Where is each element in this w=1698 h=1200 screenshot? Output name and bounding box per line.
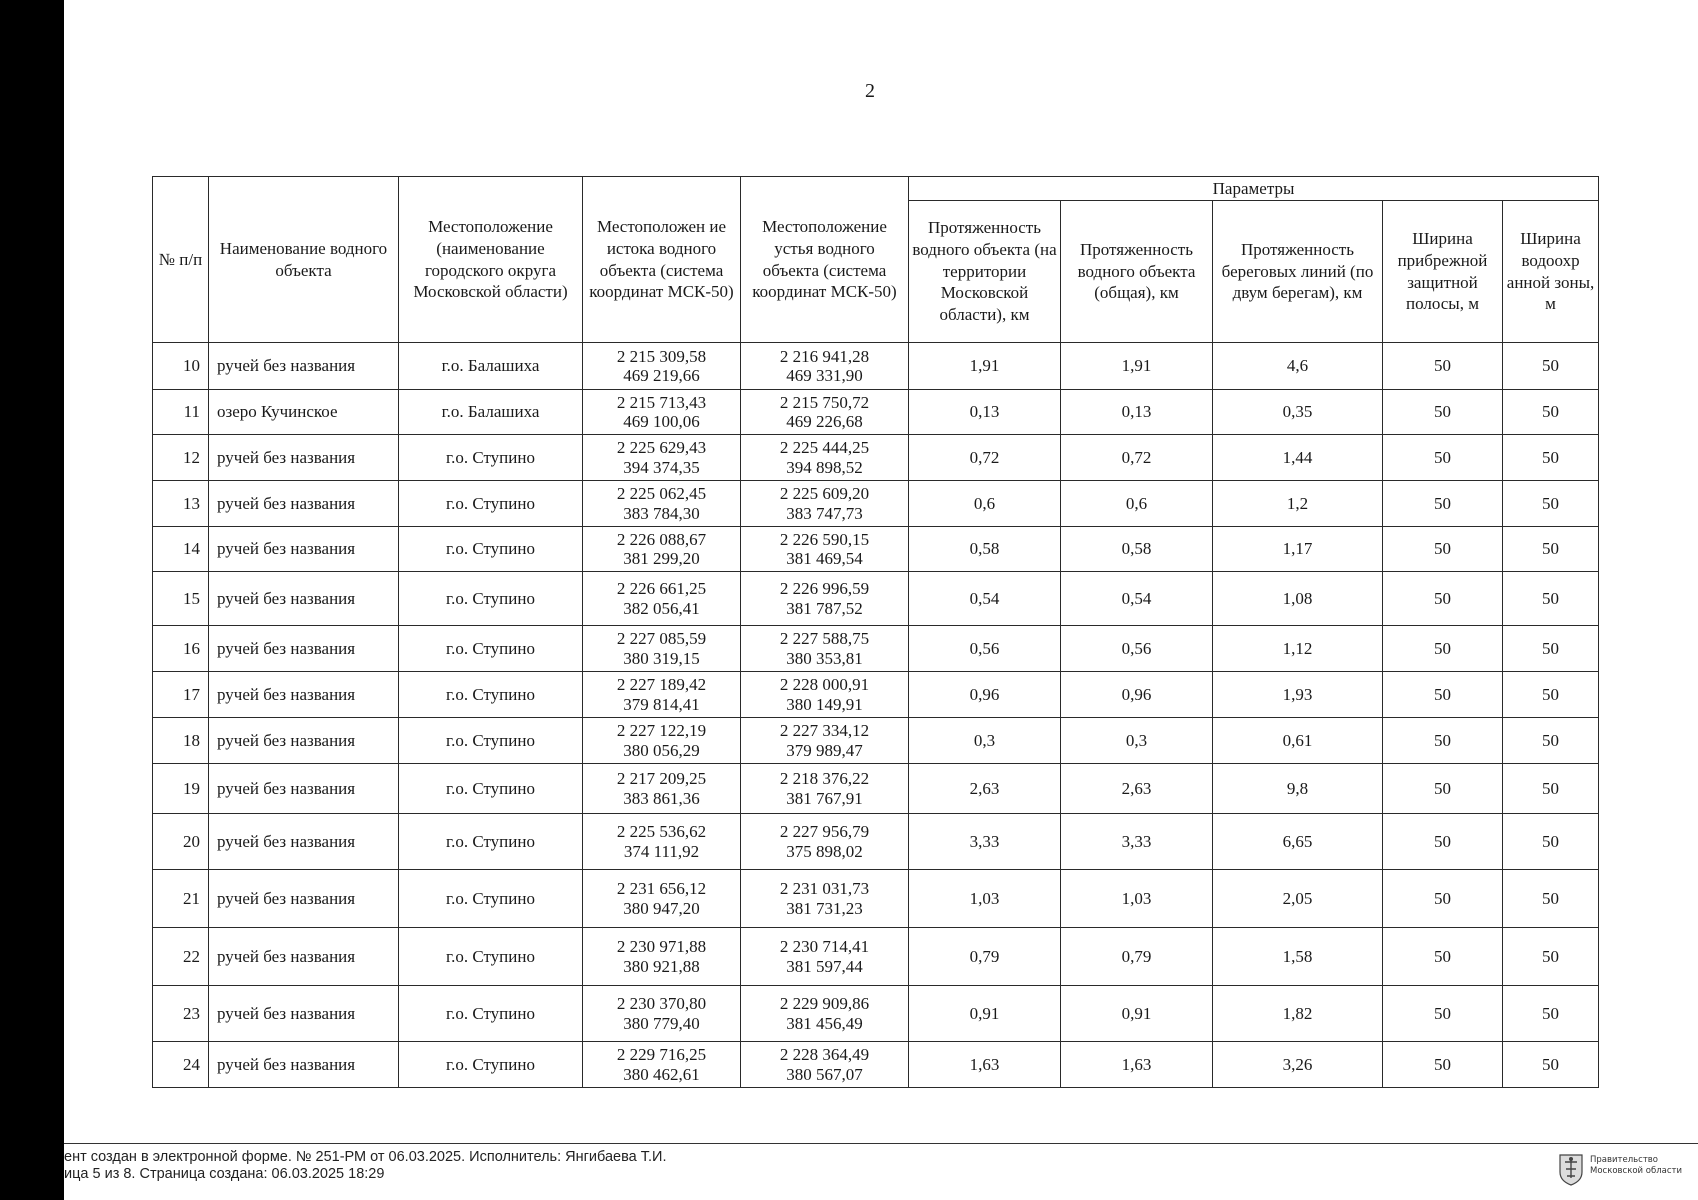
object-name-cell: ручей без названия [209,527,399,572]
coastal-strip-cell: 50 [1383,986,1503,1042]
source-coords-cell [583,572,741,626]
mouth-coords-cell [741,527,909,572]
mouth-coord-x: 2 229 909,86 [779,994,870,1014]
mouth-coord-x: 2 230 714,41 [779,937,870,957]
shoreline-cell: 2,05 [1213,870,1383,928]
mouth-coord-y: 381 597,44 [786,956,863,976]
row-number-cell: 21 [153,870,209,928]
length-region-cell: 0,6 [909,481,1061,527]
header-params: Параметры [909,177,1599,201]
length-region-cell: 0,56 [909,626,1061,672]
mouth-coord-y: 469 226,68 [786,412,863,431]
location-cell: г.о. Балашиха [399,390,583,435]
coastal-strip-cell: 50 [1383,435,1503,481]
shoreline-cell: 1,44 [1213,435,1383,481]
source-coord-x: 2 215 713,43 [616,392,707,412]
object-name-cell: ручей без названия [209,764,399,814]
row-number-cell: 18 [153,718,209,764]
mouth-coords-cell [741,390,909,435]
shoreline-cell: 0,61 [1213,718,1383,764]
object-name-cell: ручей без названия [209,572,399,626]
mouth-coords-cell [741,928,909,986]
length-region-cell: 0,54 [909,572,1061,626]
location-cell: г.о. Ступино [399,1042,583,1088]
page-number: 2 [865,80,875,102]
length-total-cell: 1,91 [1061,343,1213,390]
mouth-coord-y: 383 747,73 [786,503,863,523]
location-cell: г.о. Ступино [399,986,583,1042]
mouth-coord-y: 381 469,54 [786,549,863,568]
mouth-coord-x: 2 226 996,59 [779,579,870,599]
object-name-cell: ручей без названия [209,1042,399,1088]
source-coord-x: 2 230 971,88 [616,937,707,957]
mouth-coords-cell [741,435,909,481]
length-region-cell: 0,96 [909,672,1061,718]
length-region-cell: 2,63 [909,764,1061,814]
table-row [153,481,1599,527]
location-cell: г.о. Ступино [399,527,583,572]
source-coord-y: 383 784,30 [623,503,700,523]
source-coords-cell [583,986,741,1042]
header-mouth: Местоположение устья водного объекта (система координат МСК-50) [741,177,909,343]
source-coord-x: 2 215 309,58 [616,346,707,366]
mouth-coord-y: 381 731,23 [786,898,863,918]
protection-zone-cell: 50 [1503,343,1599,390]
length-total-cell: 0,58 [1061,527,1213,572]
protection-zone-cell: 50 [1503,764,1599,814]
mouth-coords-cell [741,814,909,870]
header-length-total: Протяженность водного объекта (общая), км [1061,201,1213,343]
source-coords-cell [583,672,741,718]
shoreline-cell: 3,26 [1213,1042,1383,1088]
mouth-coords-cell [741,870,909,928]
source-coords-cell [583,928,741,986]
object-name-cell: ручей без названия [209,814,399,870]
source-coords-cell [583,626,741,672]
row-number-cell: 15 [153,572,209,626]
length-total-cell: 0,72 [1061,435,1213,481]
coastal-strip-cell: 50 [1383,527,1503,572]
source-coords-cell [583,718,741,764]
source-coord-y: 380 462,61 [623,1064,700,1084]
table-row [153,1042,1599,1088]
object-name-cell: озеро Кучинское [209,390,399,435]
coastal-strip-cell: 50 [1383,814,1503,870]
coastal-strip-cell: 50 [1383,928,1503,986]
table-header [153,177,1599,343]
row-number-cell: 13 [153,481,209,527]
table-row [153,390,1599,435]
object-name-cell: ручей без названия [209,718,399,764]
source-coord-x: 2 227 085,59 [616,629,707,649]
mouth-coord-y: 381 767,91 [786,788,863,808]
mouth-coords-cell [741,343,909,390]
table-row [153,527,1599,572]
table-row [153,986,1599,1042]
row-number-cell: 16 [153,626,209,672]
table-container [152,176,1598,1088]
location-cell: г.о. Ступино [399,814,583,870]
coastal-strip-cell: 50 [1383,672,1503,718]
header-name: Наименование водного объекта [209,177,399,343]
length-region-cell: 1,63 [909,1042,1061,1088]
protection-zone-cell: 50 [1503,928,1599,986]
row-number-cell: 17 [153,672,209,718]
mouth-coord-y: 380 149,91 [786,694,863,714]
table-row [153,870,1599,928]
header-shoreline: Протяженность береговых линий (по двум берегам), км [1213,201,1383,343]
object-name-cell: ручей без названия [209,343,399,390]
protection-zone-cell: 50 [1503,672,1599,718]
row-number-cell: 24 [153,1042,209,1088]
source-coords-cell [583,1042,741,1088]
source-coords-cell [583,390,741,435]
source-coord-y: 380 921,88 [623,956,700,976]
coastal-strip-cell: 50 [1383,764,1503,814]
source-coords-cell [583,527,741,572]
source-coord-y: 382 056,41 [623,598,700,618]
mouth-coords-cell [741,481,909,527]
mouth-coord-x: 2 227 588,75 [779,629,870,649]
shoreline-cell: 1,58 [1213,928,1383,986]
length-total-cell: 0,79 [1061,928,1213,986]
length-region-cell: 0,13 [909,390,1061,435]
table-body [153,343,1599,1088]
mouth-coords-cell [741,1042,909,1088]
row-number-cell: 12 [153,435,209,481]
mouth-coord-x: 2 215 750,72 [779,392,870,412]
length-total-cell: 0,3 [1061,718,1213,764]
length-region-cell: 0,79 [909,928,1061,986]
source-coords-cell [583,814,741,870]
mouth-coord-y: 394 898,52 [786,457,863,477]
source-coord-y: 380 947,20 [623,898,700,918]
protection-zone-cell: 50 [1503,986,1599,1042]
mouth-coord-x: 2 225 609,20 [779,484,870,504]
shoreline-cell: 1,93 [1213,672,1383,718]
length-region-cell: 0,58 [909,527,1061,572]
length-total-cell: 3,33 [1061,814,1213,870]
location-cell: г.о. Ступино [399,928,583,986]
table-row [153,572,1599,626]
source-coords-cell [583,481,741,527]
mouth-coord-x: 2 231 031,73 [779,879,870,899]
length-total-cell: 1,63 [1061,1042,1213,1088]
table-row [153,764,1599,814]
source-coord-y: 469 219,66 [623,366,700,385]
location-cell: г.о. Ступино [399,481,583,527]
source-coord-y: 380 056,29 [623,740,700,760]
length-total-cell: 1,03 [1061,870,1213,928]
table-row [153,343,1599,390]
mouth-coord-y: 381 787,52 [786,598,863,618]
shoreline-cell: 1,08 [1213,572,1383,626]
length-region-cell: 1,03 [909,870,1061,928]
row-number-cell: 19 [153,764,209,814]
mouth-coord-x: 2 226 590,15 [779,529,870,549]
location-cell: г.о. Ступино [399,718,583,764]
scan-left-border [0,0,64,1200]
source-coord-x: 2 226 088,67 [616,529,707,549]
coastal-strip-cell: 50 [1383,572,1503,626]
mouth-coords-cell [741,626,909,672]
location-cell: г.о. Ступино [399,626,583,672]
protection-zone-cell: 50 [1503,435,1599,481]
mouth-coord-y: 381 456,49 [786,1013,863,1033]
length-total-cell: 0,91 [1061,986,1213,1042]
mouth-coord-y: 380 567,07 [786,1064,863,1084]
protection-zone-cell: 50 [1503,572,1599,626]
water-objects-table [152,176,1599,1088]
row-number-cell: 20 [153,814,209,870]
length-total-cell: 0,56 [1061,626,1213,672]
shoreline-cell: 1,82 [1213,986,1383,1042]
length-total-cell: 0,54 [1061,572,1213,626]
government-name [1590,1155,1682,1177]
source-coord-x: 2 231 656,12 [616,879,707,899]
length-total-cell: 2,63 [1061,764,1213,814]
row-number-cell: 11 [153,390,209,435]
source-coords-cell [583,435,741,481]
length-total-cell: 0,13 [1061,390,1213,435]
location-cell: г.о. Балашиха [399,343,583,390]
source-coord-x: 2 225 629,43 [616,438,707,458]
mouth-coord-x: 2 228 364,49 [779,1045,870,1065]
header-row-top [153,177,1599,201]
location-cell: г.о. Ступино [399,672,583,718]
source-coord-y: 394 374,35 [623,457,700,477]
row-number-cell: 23 [153,986,209,1042]
source-coord-y: 381 299,20 [623,549,700,568]
protection-zone-cell: 50 [1503,870,1599,928]
mouth-coord-x: 2 218 376,22 [779,769,870,789]
source-coord-y: 380 779,40 [623,1013,700,1033]
location-cell: г.о. Ступино [399,764,583,814]
row-number-cell: 14 [153,527,209,572]
row-number-cell: 10 [153,343,209,390]
source-coord-y: 383 861,36 [623,788,700,808]
object-name-cell: ручей без названия [209,435,399,481]
location-cell: г.о. Ступино [399,572,583,626]
source-coord-y: 374 111,92 [623,841,700,861]
shoreline-cell: 9,8 [1213,764,1383,814]
protection-zone-cell: 50 [1503,626,1599,672]
mouth-coord-x: 2 228 000,91 [779,675,870,695]
mouth-coord-y: 379 989,47 [786,740,863,760]
row-number-cell: 22 [153,928,209,986]
object-name-cell: ручей без названия [209,481,399,527]
source-coord-x: 2 225 062,45 [616,484,707,504]
shoreline-cell: 4,6 [1213,343,1383,390]
length-region-cell: 0,91 [909,986,1061,1042]
object-name-cell: ручей без названия [209,626,399,672]
length-total-cell: 0,96 [1061,672,1213,718]
object-name-cell: ручей без названия [209,986,399,1042]
length-region-cell: 0,72 [909,435,1061,481]
shoreline-cell: 0,35 [1213,390,1383,435]
source-coord-x: 2 217 209,25 [616,769,707,789]
mouth-coord-y: 380 353,81 [786,648,863,668]
protection-zone-cell: 50 [1503,481,1599,527]
coastal-strip-cell: 50 [1383,626,1503,672]
footer-info [64,1149,666,1183]
protection-zone-cell: 50 [1503,527,1599,572]
mouth-coords-cell [741,572,909,626]
location-cell: г.о. Ступино [399,870,583,928]
protection-zone-cell: 50 [1503,390,1599,435]
mouth-coord-x: 2 227 956,79 [779,822,870,842]
table-row [153,718,1599,764]
coastal-strip-cell: 50 [1383,870,1503,928]
coat-of-arms-icon [1557,1152,1585,1186]
coastal-strip-cell: 50 [1383,390,1503,435]
length-total-cell: 0,6 [1061,481,1213,527]
source-coord-y: 380 319,15 [623,648,700,668]
mouth-coord-x: 2 225 444,25 [779,438,870,458]
mouth-coords-cell [741,986,909,1042]
source-coord-x: 2 229 716,25 [616,1045,707,1065]
protection-zone-cell: 50 [1503,718,1599,764]
header-protection-zone: Ширина водоохр анной зоны, м [1503,201,1599,343]
table-row [153,928,1599,986]
object-name-cell: ручей без названия [209,672,399,718]
shoreline-cell: 1,2 [1213,481,1383,527]
source-coords-cell [583,764,741,814]
source-coord-x: 2 230 370,80 [616,994,707,1014]
coastal-strip-cell: 50 [1383,718,1503,764]
header-source: Местоположен ие истока водного объекта (система координат МСК-50) [583,177,741,343]
object-name-cell: ручей без названия [209,870,399,928]
header-num: № п/п [153,177,209,343]
table-row [153,626,1599,672]
header-location: Местоположение (наименование городского округа Московской области) [399,177,583,343]
mouth-coord-x: 2 227 334,12 [779,721,870,741]
source-coord-y: 469 100,06 [623,412,700,431]
source-coord-x: 2 225 536,62 [616,822,707,842]
table-row [153,814,1599,870]
table-row [153,435,1599,481]
location-cell: г.о. Ступино [399,435,583,481]
footer-divider [64,1143,1698,1144]
footer-line-1: ент создан в электронной форме. № 251-РМ от 06.03.2025. Исполнитель: Янгибаева Т.И. [64,1149,667,1165]
mouth-coord-x: 2 216 941,28 [779,346,870,366]
mouth-coords-cell [741,672,909,718]
source-coord-x: 2 226 661,25 [616,579,707,599]
shoreline-cell: 1,17 [1213,527,1383,572]
length-region-cell: 1,91 [909,343,1061,390]
government-name-line-2: Московской области [1590,1166,1683,1176]
source-coord-y: 379 814,41 [623,694,700,714]
object-name-cell: ручей без названия [209,928,399,986]
footer-line-2: ица 5 из 8. Страница создана: 06.03.2025 18:29 [64,1166,385,1182]
mouth-coords-cell [741,718,909,764]
coastal-strip-cell: 50 [1383,343,1503,390]
source-coords-cell [583,343,741,390]
protection-zone-cell: 50 [1503,814,1599,870]
length-region-cell: 0,3 [909,718,1061,764]
shoreline-cell: 6,65 [1213,814,1383,870]
header-coastal-strip: Ширина прибрежной защитной полосы, м [1383,201,1503,343]
government-name-line-1: Правительство [1590,1155,1658,1165]
length-region-cell: 3,33 [909,814,1061,870]
mouth-coords-cell [741,764,909,814]
protection-zone-cell: 50 [1503,1042,1599,1088]
mouth-coord-y: 469 331,90 [786,366,863,385]
source-coord-x: 2 227 122,19 [616,721,707,741]
coastal-strip-cell: 50 [1383,1042,1503,1088]
source-coord-x: 2 227 189,42 [616,675,707,695]
shoreline-cell: 1,12 [1213,626,1383,672]
header-length-region: Протяженность водного объекта (на территории Московской области), км [909,201,1061,343]
table-row [153,672,1599,718]
source-coords-cell [583,870,741,928]
mouth-coord-y: 375 898,02 [786,841,863,861]
coastal-strip-cell: 50 [1383,481,1503,527]
